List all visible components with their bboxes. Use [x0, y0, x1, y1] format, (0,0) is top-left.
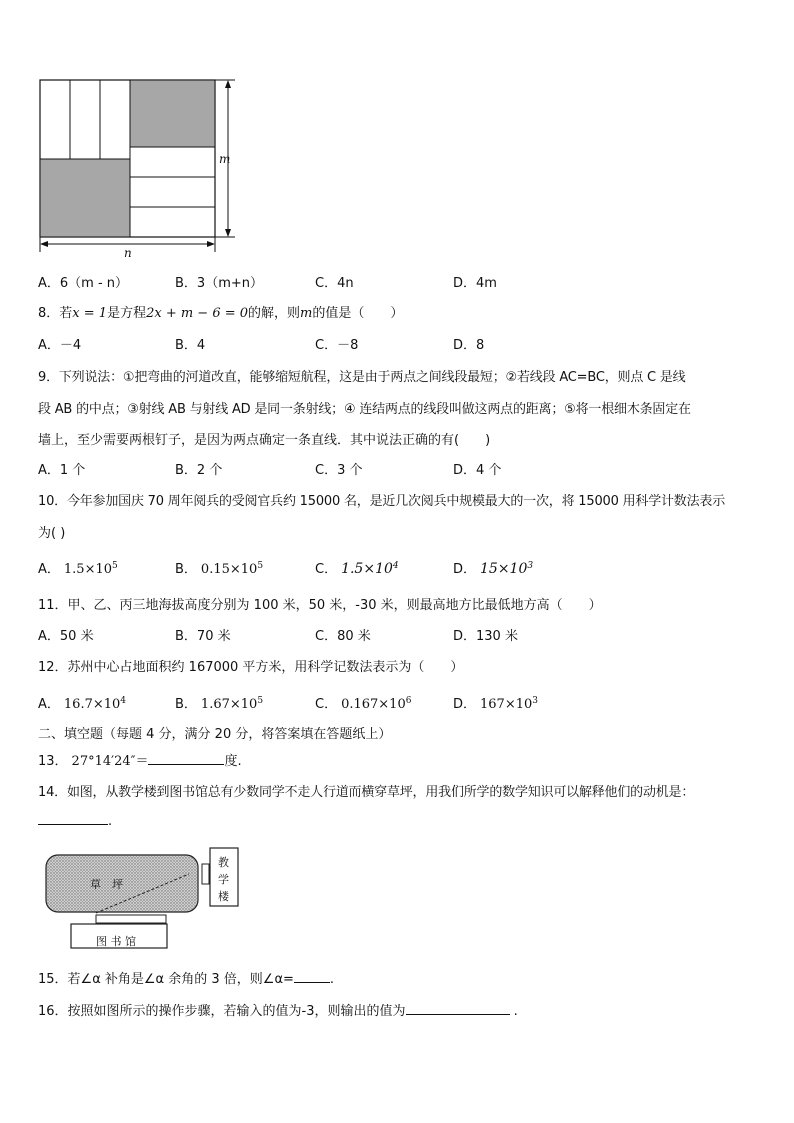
q12-option-a[interactable]: A． $16.7\times 10^4$ — [38, 696, 127, 712]
q14-answer-line: . — [38, 812, 112, 829]
q10-option-a[interactable]: A． $1.5\times 10^5$ — [38, 561, 118, 577]
q16-stem: 16．按照如图所示的操作步骤，若输入的值为-3，则输出的值为 . — [38, 1004, 518, 1019]
building-label-1: 教 — [218, 856, 229, 869]
q10-option-b[interactable]: B． $0.15\times 10^5$ — [175, 561, 264, 577]
q8-option-c[interactable]: C．－8 — [315, 338, 359, 353]
q15-answer-blank[interactable] — [294, 970, 330, 983]
q10-option-d[interactable]: D． $15\times 10^3$ — [453, 561, 534, 577]
label-m: m — [219, 152, 231, 166]
label-n: n — [124, 246, 132, 260]
q11-option-a[interactable]: A．50 米 — [38, 629, 94, 644]
q14-answer-blank[interactable] — [38, 812, 108, 825]
q8-option-b[interactable]: B．4 — [175, 338, 206, 353]
q11-option-c[interactable]: C．80 米 — [315, 629, 371, 644]
q12-option-c[interactable]: C． $0.167\times 10^6$ — [315, 696, 412, 712]
library-label: 图 书 馆 — [96, 935, 136, 948]
shaded-square-bottom-left — [40, 159, 130, 237]
q11-option-d[interactable]: D．130 米 — [453, 629, 518, 644]
q9-option-b[interactable]: B．2 个 — [175, 463, 223, 478]
q12-stem: 12．苏州中心占地面积约 167000 平方米，用科学记数法表示为（ ） — [38, 660, 464, 675]
section-title-fill-blank: 二、填空题（每题 4 分，满分 20 分，将答案填在答题纸上） — [38, 727, 392, 742]
q7-option-c[interactable]: C．4n — [315, 276, 354, 291]
q8-option-a[interactable]: A．－4 — [38, 338, 82, 353]
q15-stem: 15．若∠α 补角是∠α 余角的 3 倍，则∠α= . — [38, 972, 335, 987]
q9-option-c[interactable]: C．3 个 — [315, 463, 363, 478]
building-label-2: 学 — [218, 873, 229, 886]
q13-answer-blank[interactable] — [148, 752, 224, 765]
q9-option-d[interactable]: D．4 个 — [453, 463, 502, 478]
q8-stem: 8．若x = 1是方程2x + m − 6 = 0的解，则m的值是（ ） — [38, 306, 404, 321]
q8-option-d[interactable]: D．8 — [453, 338, 485, 353]
q7-option-a[interactable]: A．6（m - n） — [38, 276, 129, 291]
q11-stem: 11．甲、乙、丙三地海拔高度分别为 100 米，50 米，-30 米，则最高地方比最低地方高（ ） — [38, 598, 602, 613]
q12-option-b[interactable]: B． $1.67\times 10^5$ — [175, 696, 264, 712]
q9-option-a[interactable]: A．1 个 — [38, 463, 86, 478]
q16-answer-blank[interactable] — [406, 1002, 510, 1015]
rectangle-partition-figure — [30, 72, 240, 262]
q10-option-c[interactable]: C． $1.5\times 10^4$ — [315, 561, 399, 577]
campus-figure — [44, 842, 244, 954]
q7-option-d[interactable]: D．4m — [453, 276, 497, 291]
lawn-label: 草 坪 — [90, 878, 123, 891]
q7-option-b[interactable]: B．3（m+n） — [175, 276, 263, 291]
q12-option-d[interactable]: D． $167\times 10^3$ — [453, 696, 538, 712]
building-label-3: 楼 — [218, 890, 229, 903]
q14-stem: 14．如图，从教学楼到图书馆总有少数同学不走人行道而横穿草坪，用我们所学的数学知识可以解释他们的动机是： — [38, 785, 695, 800]
q11-option-b[interactable]: B．70 米 — [175, 629, 231, 644]
shaded-square-top-right — [130, 80, 215, 147]
q13-stem: 13． 27°14′24″＝ 度. — [38, 754, 242, 769]
